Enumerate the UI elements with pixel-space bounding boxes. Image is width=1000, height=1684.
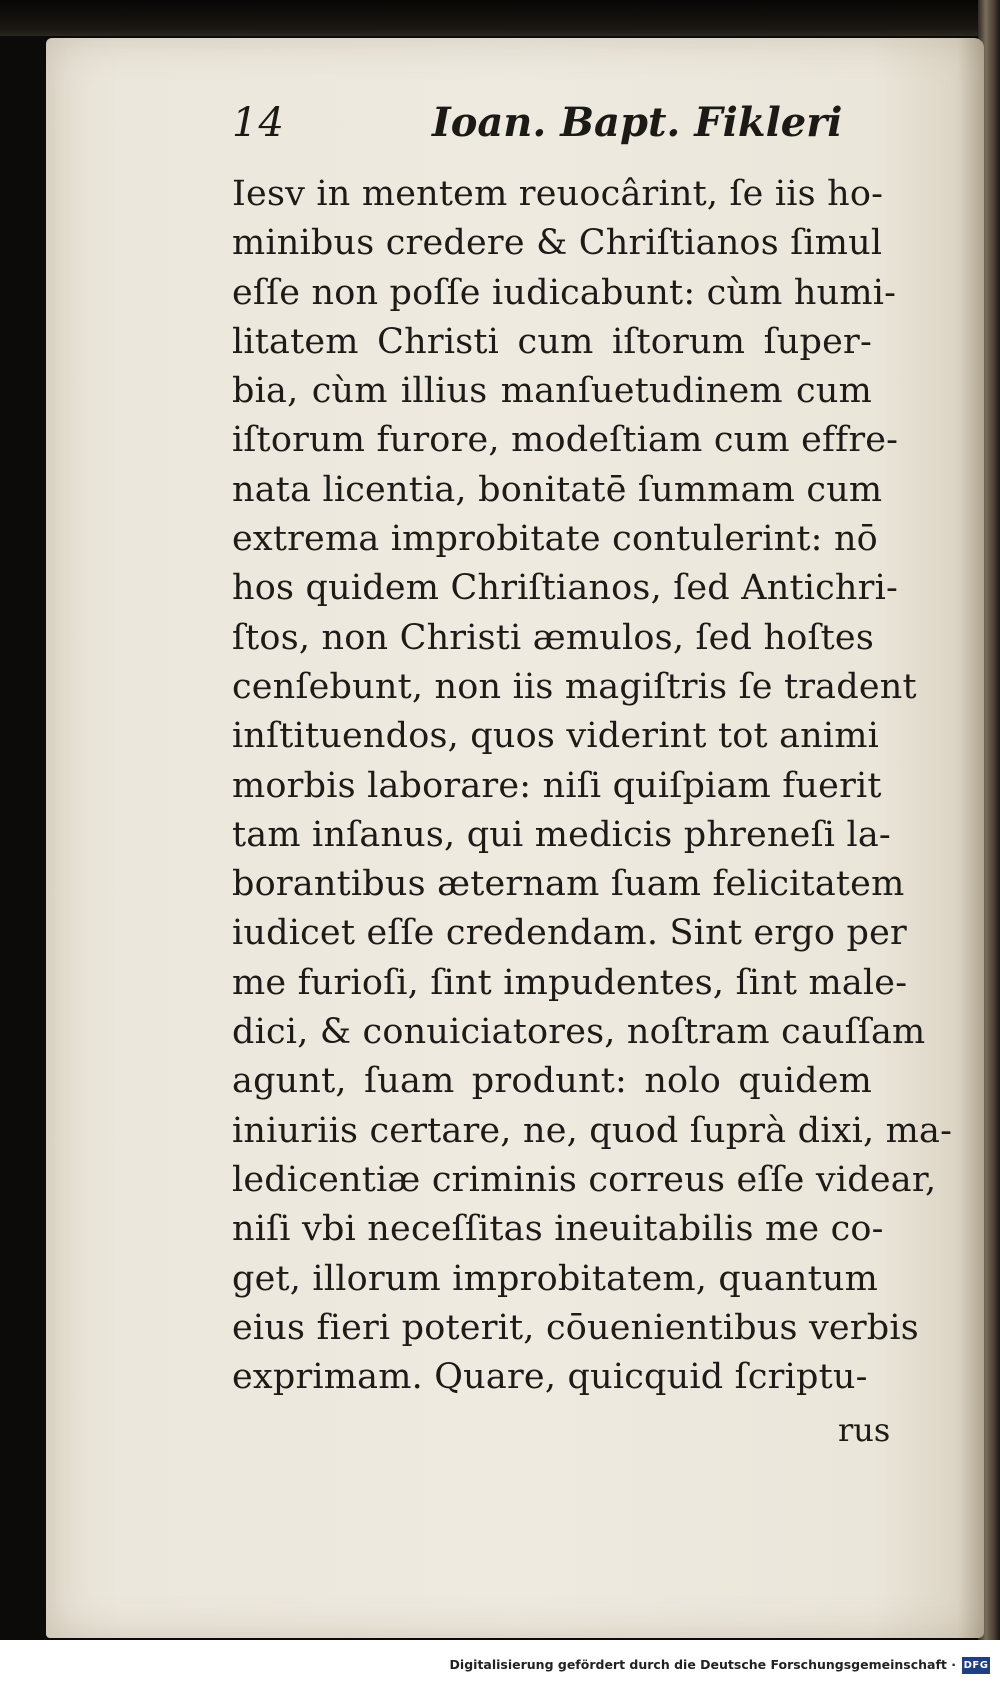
- text-line: inſtituendos, quos viderint tot animi: [232, 716, 880, 757]
- text-line: iniuriis certare, ne, quod ſuprà dixi, ma-: [232, 1110, 953, 1151]
- text-line: iſtorum furore, modeſtiam cum effre-: [232, 420, 899, 461]
- text-line: dici, & conuiciatores, noſtram cauſſam: [232, 1012, 926, 1053]
- text-line: agunt, ſuam produnt: nolo quidem: [232, 1061, 872, 1102]
- text-line: niſi vbi neceſſitas ineuitabilis me co-: [232, 1209, 884, 1250]
- footer-bar: [0, 1640, 1000, 1684]
- text-line: iudicet eſſe credendam. Sint ergo per: [232, 913, 907, 954]
- running-title: Ioan. Bapt. Fikleri: [432, 99, 843, 146]
- book-binding-top: [0, 0, 1000, 36]
- text-line: me furioſi, ſint impudentes, ſint male-: [232, 962, 908, 1003]
- text-line: bia, cùm illius manſuetudinem cum: [232, 371, 872, 412]
- text-line: hos quidem Chriſtianos, ſed Antichri-: [232, 568, 898, 609]
- page-number: 14: [232, 100, 285, 146]
- text-line: minibus credere & Chriſtianos ſimul: [232, 223, 883, 264]
- text-line: exprimam. Quare, quicquid ſcriptu-: [232, 1357, 868, 1398]
- text-line: litatem Christi cum iſtorum ſuper-: [232, 321, 872, 362]
- text-line: cenſebunt, non iis magiſtris ſe tradent: [232, 666, 917, 707]
- text-line: ledicentiæ criminis correus eſſe videar,: [232, 1159, 937, 1200]
- catchword: rus: [838, 1411, 891, 1449]
- text-line: nata licentia, bonitatē ſummam cum: [232, 469, 883, 510]
- text-line: Iesv in mentem reuocârint, ſe iis ho-: [232, 174, 884, 214]
- footer-credit: Digitalisierung gefördert durch die Deutsche Forschungsgemeinschaft ·: [449, 1657, 956, 1672]
- text-line: ſtos, non Christi æmulos, ſed hoſtes: [232, 617, 874, 658]
- running-head: [232, 88, 852, 158]
- page-edge-shadow: [958, 38, 984, 1638]
- text-line: tam inſanus, qui medicis phreneſi la-: [232, 814, 891, 855]
- text-line: morbis laborare: niſi quiſpiam fuerit: [232, 765, 882, 806]
- text-line: get, illorum improbitatem, quantum: [232, 1258, 878, 1299]
- text-line: eſſe non poſſe iudicabunt: cùm humi-: [232, 272, 897, 313]
- text-line: borantibus æternam ſuam felicitatem: [232, 864, 905, 905]
- text-line: eius fieri poterit, cōuenientibus verbis: [232, 1307, 919, 1348]
- body-text: [232, 170, 953, 1402]
- dfg-logo: DFG: [962, 1657, 990, 1674]
- text-line: extrema improbitate contulerint: nō: [232, 519, 878, 560]
